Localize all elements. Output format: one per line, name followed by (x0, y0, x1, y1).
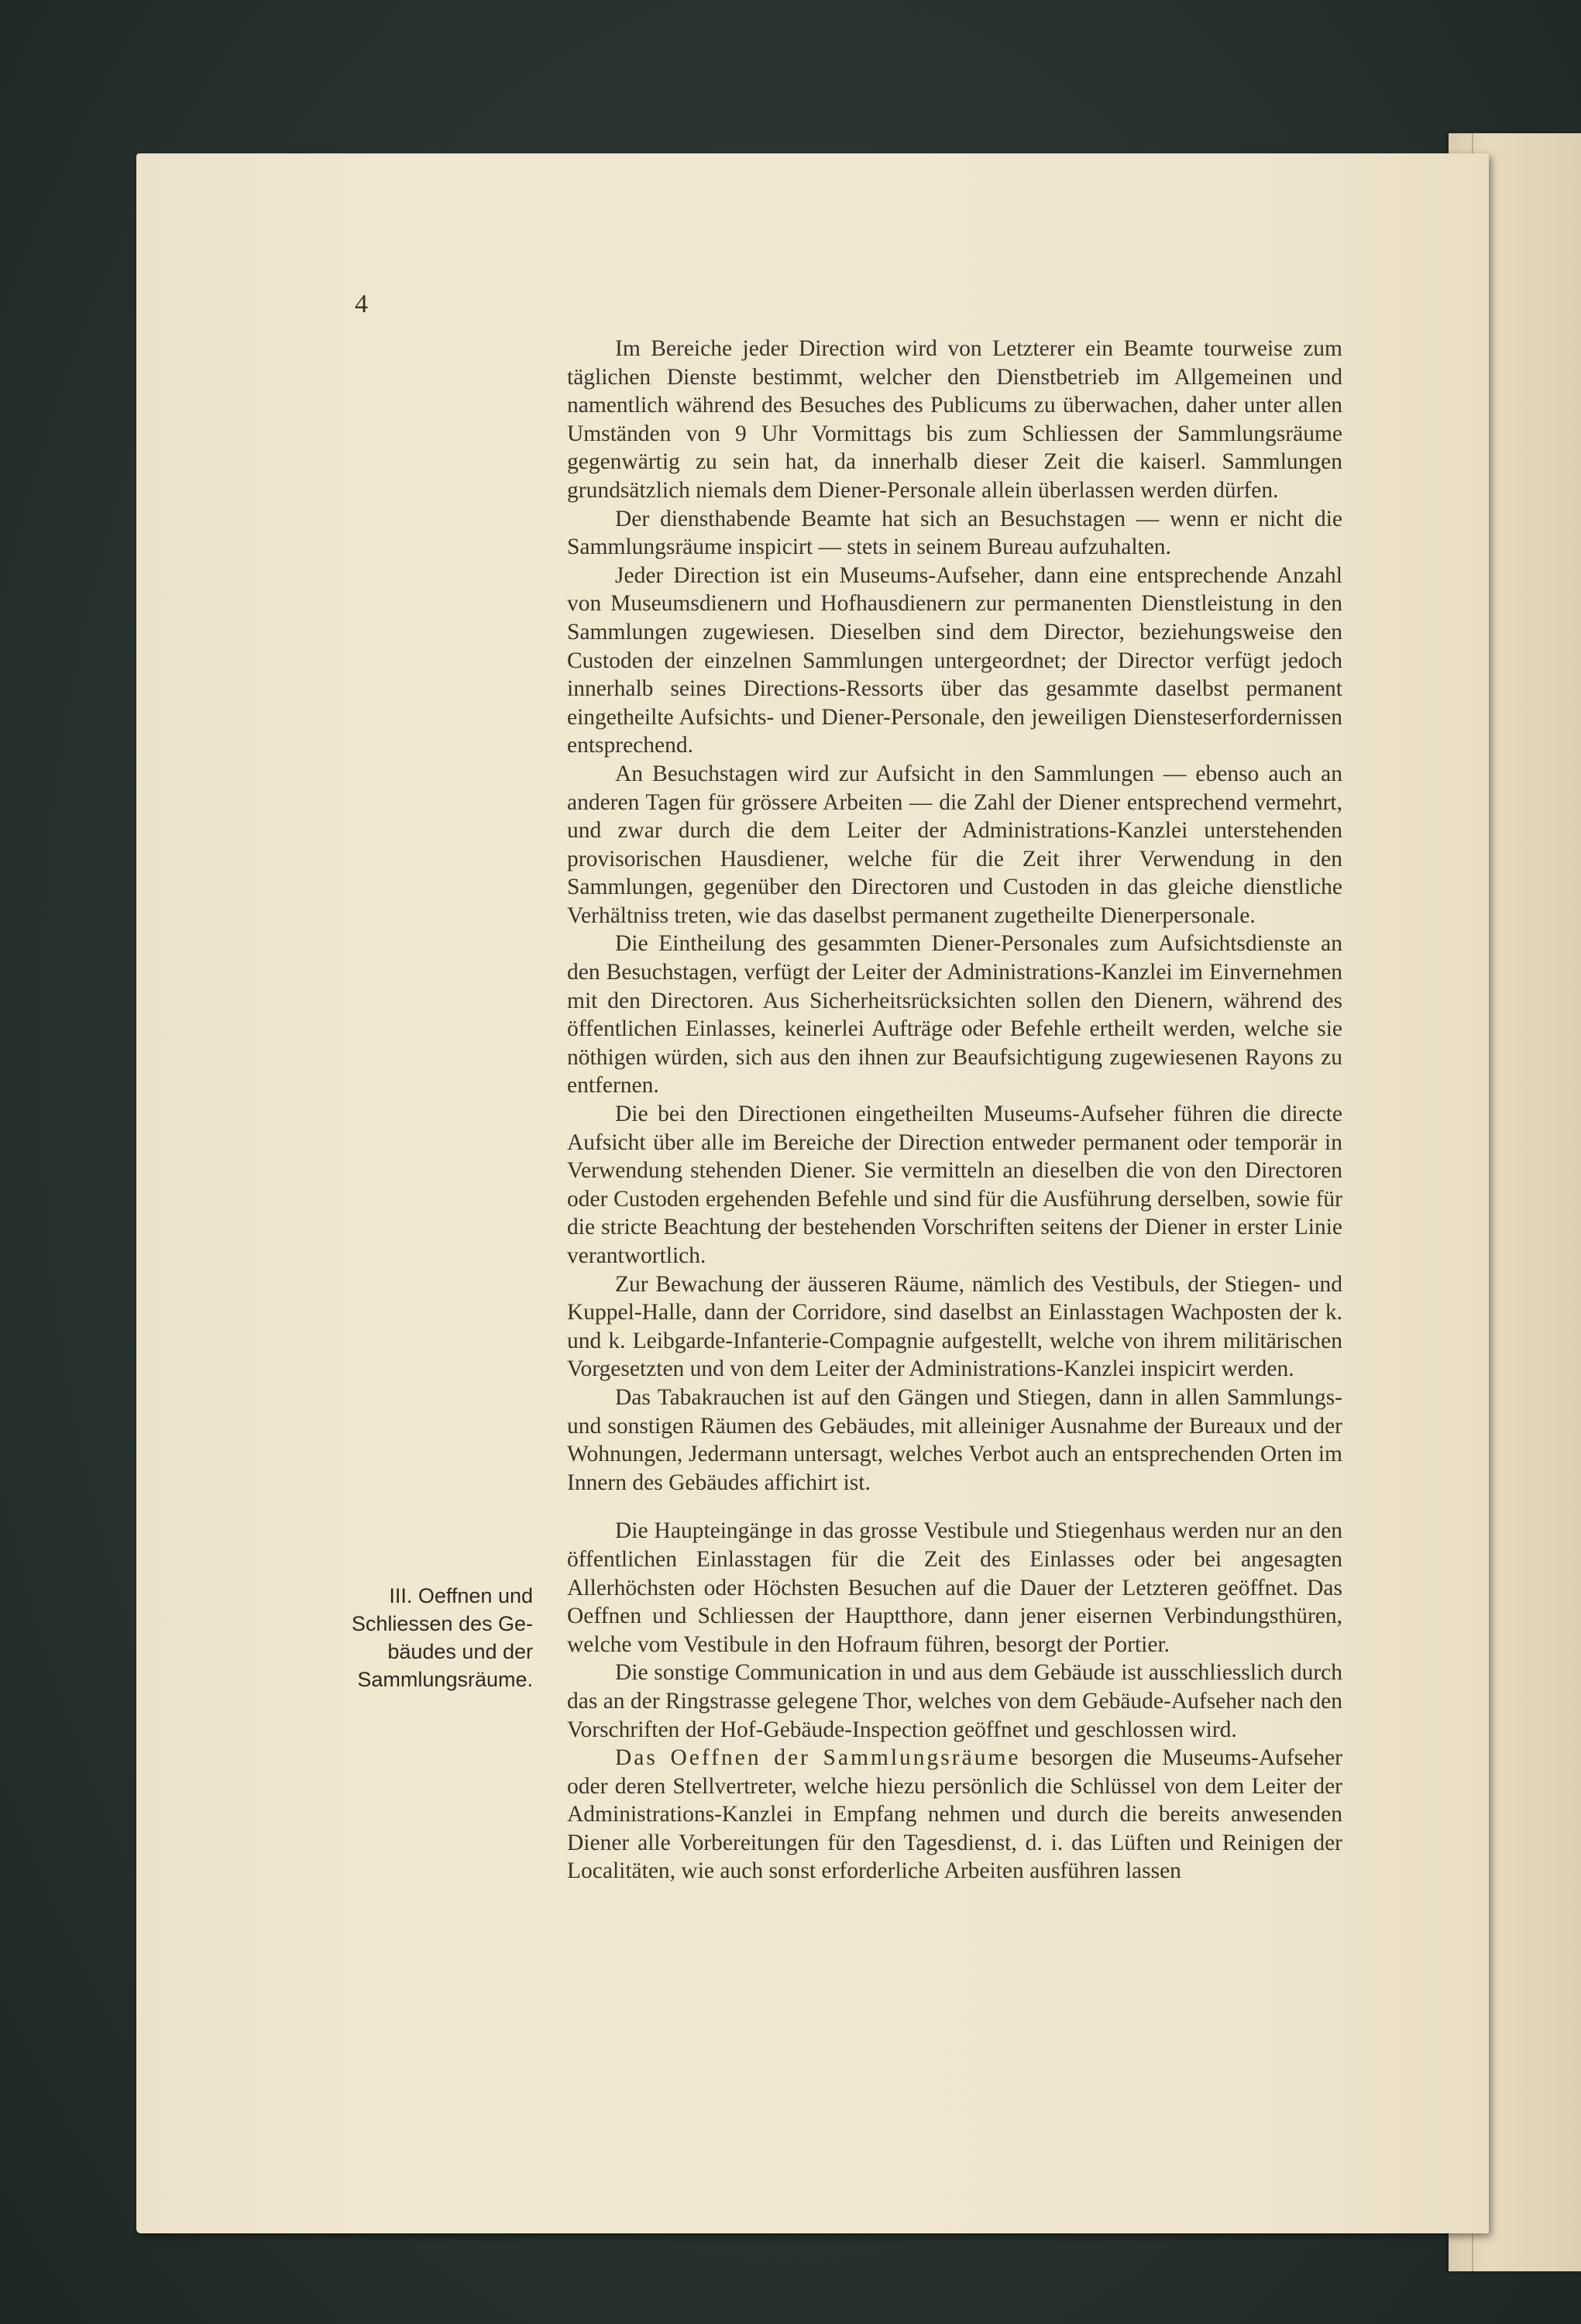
paragraph: An Besuchstagen wird zur Aufsicht in den Sammlungen — ebenso auch an anderen Tagen für grössere Arbeiten — die Zahl der Diener entsprechend vermehrt, und zwar durch die dem Leiter der Administrations-Kanzlei unterstehenden provisorischen Hausdiener, welche für die Zeit ihrer Verwendung in den Sammlungen, gegenüber den Directoren und Custoden in das gleiche dienstliche Verhältniss treten, wie das daselbst permanent zugetheilte Dienerpersonale. (567, 761, 1342, 928)
sidenote-line: Sammlungsräume. (357, 1668, 533, 1691)
paragraph-section-start: Die Haupteingänge in das grosse Vestibule und Stiegenhaus werden nur an den öffentlichen Einlasstagen für die Zeit des Einlasses oder bei angesagten Allerhöchsten oder Höchsten Besuchen auf die Dauer der Letzteren geöffnet. Das Oeffnen und Schliessen der Hauptthore, dann jener eisernen Verbindungsthüren, welche vom Vestibule in den Hofraum führen, besorgt der Portier. (567, 1518, 1342, 1657)
paragraph: Die bei den Directionen eingetheilten Museums-Aufseher führen die directe Aufsicht über alle im Bereiche der Direction entweder permanent oder temporär in Verwendung stehenden Diener. Sie vermitteln an dieselben die von den Directoren oder Custoden ergehenden Befehle und sind für die Ausführung derselben, sowie für die stricte Beachtung der bestehenden Vorschriften seitens der Diener in erster Linie verantwortlich. (567, 1102, 1342, 1268)
spaced-phrase: Das Oeffnen der Sammlungsräume (615, 1745, 1021, 1771)
paragraph: Jeder Direction ist ein Museums-Aufseher, dann eine entsprechende Anzahl von Museumsdienern und Hofhausdienern zur permanenten Dienstleistung in den Sammlungen zugewiesen. Dieselben sind dem Director, beziehungsweise den Custoden der einzelnen Sammlungen untergeordnet; der Director verfügt jedoch innerhalb seines Directions-Ressorts über das gesammte daselbst permanent eingetheilte Aufsichts- und Diener-Personale, den jeweiligen Diensteserfordernissen entsprechend. (567, 562, 1342, 758)
body-text (567, 335, 1342, 1886)
sidenote-line: Schliessen des Ge- (351, 1612, 533, 1635)
sidenote-line: III. Oeffnen und (389, 1584, 533, 1607)
section-sidenote (341, 1582, 533, 1693)
paragraph: Die Eintheilung des gesammten Diener-Personales zum Aufsichtsdienste an den Besuchstagen, verfügt der Leiter der Administrations-Kanzlei im Einvernehmen mit den Directoren. Aus Sicherheitsrücksichten sollen den Dienern, während des öffentlichen Einlasses, keinerlei Aufträge oder Befehle ertheilt werden, welche sie nöthigen würden, sich aus den ihnen zur Beaufsichtigung zugewiesenen Rayons zu entfernen. (567, 931, 1342, 1098)
page-number: 4 (355, 290, 368, 318)
sidenote-line: bäudes und der (387, 1640, 533, 1663)
paragraph: Das Tabakrauchen ist auf den Gängen und Stiegen, dann in allen Sammlungs- und sonstigen Räumen des Gebäudes, mit alleiniger Ausnahme der Bureaux und der Wohnungen, Jedermann untersagt, welches Verbot auch an entsprechenden Orten im Innern des Gebäudes affichirt ist. (567, 1384, 1342, 1495)
paragraph (567, 1744, 1342, 1886)
paragraph: Zur Bewachung der äusseren Räume, nämlich des Vestibuls, der Stiegen- und Kuppel-Halle, dann der Corridore, sind daselbst an Einlasstagen Wachposten der k. und k. Leibgarde-Infanterie-Compagnie aufgestellt, welche von ihrem militärischen Vorgesetzten und von dem Leiter der Administrations-Kanzlei inspicirt werden. (567, 1271, 1342, 1382)
paragraph: Im Bereiche jeder Direction wird von Letzterer ein Beamte tourweise zum täglichen Dienste bestimmt, welcher den Dienstbetrieb im Allgemeinen und namentlich während des Besuches des Publicums zu überwachen, daher unter allen Umständen von 9 Uhr Vormittags bis zum Schliessen der Sammlungsräume gegenwärtig zu sein hat, da innerhalb dieser Zeit die kaiserl. Sammlungen grundsätzlich niemals dem Diener-Personale allein überlassen werden dürfen. (567, 336, 1342, 503)
paragraph-rest: besorgen die Museums-Aufseher oder deren Stellvertreter, welche hiezu persönlich die Schlüssel von dem Leiter der Administrations-Kanzlei in Empfang nehmen und durch die bereits anwesenden Diener alle Vorbereitungen für den Tagesdienst, d. i. das Lüften und Reinigen der Localitäten, wie auch sonst erforderliche Arbeiten ausführen lassen (567, 1745, 1342, 1884)
paragraph: Die sonstige Communication in und aus dem Gebäude ist ausschliesslich durch das an der Ringstrasse gelegene Thor, welches von dem Gebäude-Aufseher nach den Vorschriften der Hof-Gebäude-Inspection geöffnet und geschlossen wird. (567, 1660, 1342, 1742)
paragraph: Der diensthabende Beamte hat sich an Besuchstagen — wenn er nicht die Sammlungsräume inspicirt — stets in seinem Bureau aufzuhalten. (567, 506, 1342, 560)
